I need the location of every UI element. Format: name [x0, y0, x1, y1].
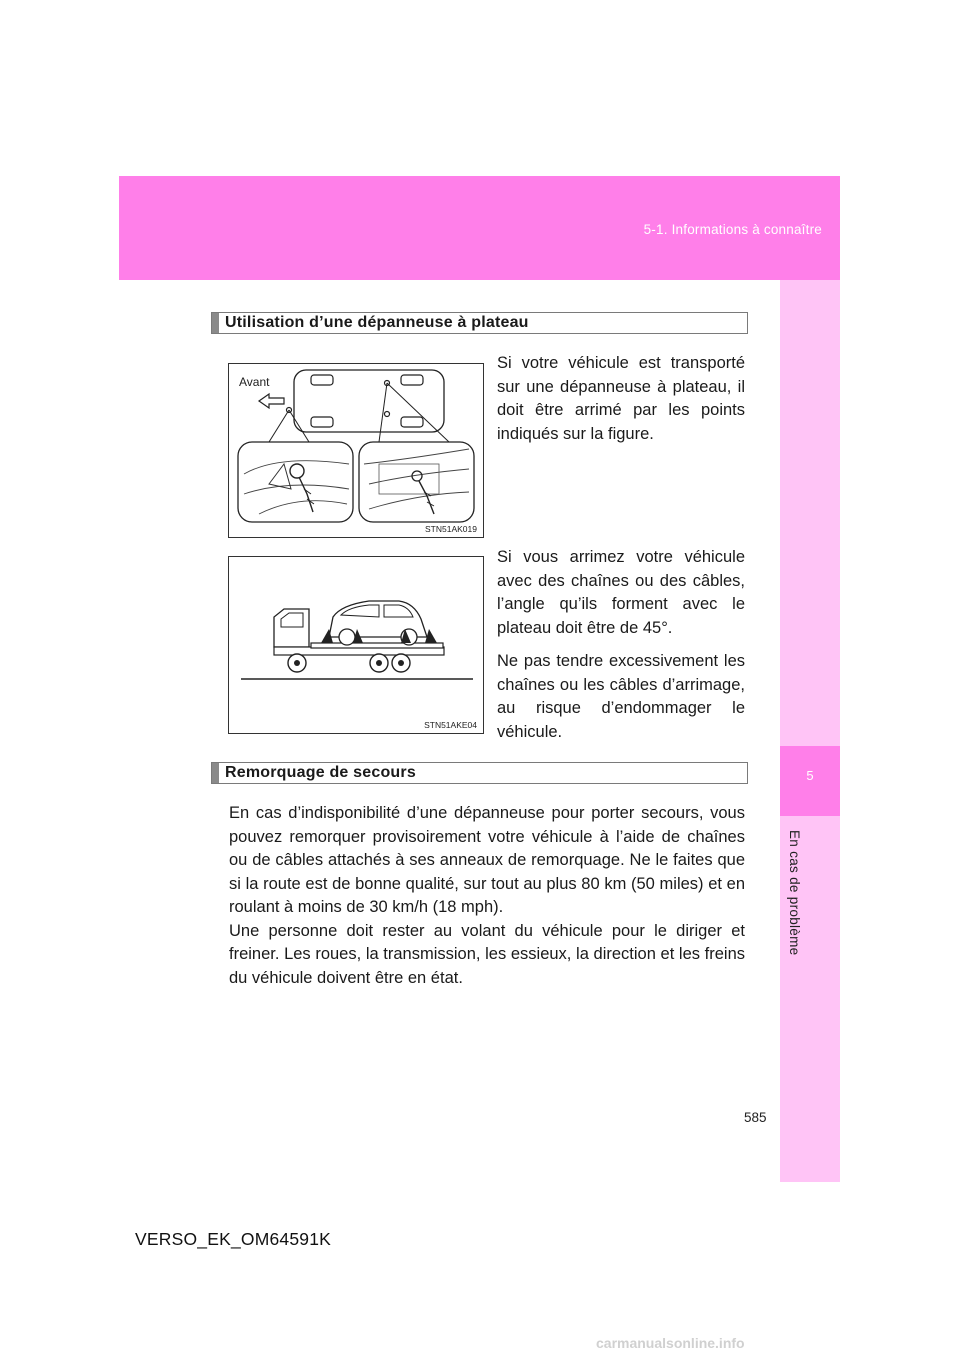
paragraph: Si votre véhicule est transporté sur une dépanneuse à plateau, il doit être arrimé par les points indiqués sur la figure. [497, 354, 745, 443]
paragraph: Ne pas tendre excessivement les chaînes ou les câbles d’arrimage, au risque d’endommager le véhicule. [497, 652, 745, 741]
heading-text: Utilisation d’une dépanneuse à plateau [225, 314, 529, 331]
flatbed-intro-text [497, 352, 745, 456]
page-number: 585 [744, 1110, 767, 1125]
figure-code: STN51AK019 [425, 524, 477, 534]
flatbed-truck-illustration [229, 557, 483, 733]
document-code: VERSO_EK_OM64591K [135, 1229, 332, 1249]
front-label: Avant [239, 375, 270, 389]
heading-marker [212, 763, 219, 783]
heading-text: Remorquage de secours [225, 764, 416, 781]
figure-tiedown-points [228, 363, 484, 538]
chapter-title: En cas de problème [787, 830, 802, 956]
section-title: 5-1. Informations à connaître [643, 222, 822, 237]
emergency-towing-text [229, 802, 745, 990]
figure-flatbed-truck [228, 556, 484, 734]
figure-code: STN51AKE04 [424, 720, 477, 730]
flatbed-chains-text [497, 546, 745, 754]
chapter-number: 5 [806, 768, 814, 783]
paragraph: En cas d’indisponibilité d’une dépanneuse pour porter secours, vous pouvez remorquer provisoirement votre véhicule à l’aide de chaînes ou de câbles attachés à ses anneaux de remorquage. Ne le faites que si la route est de bonne qualité, sur tout au plus 80 km (50 miles) et en roulant à moins de 30 km/h (18 mph). [229, 804, 745, 916]
tiedown-illustration [229, 364, 483, 537]
paragraph: Si vous arrimez votre véhicule avec des chaînes ou des câbles, l’angle qu’ils forment avec le plateau doit être de 45°. [497, 548, 745, 637]
section-heading-flatbed [211, 312, 748, 334]
heading-marker [212, 313, 219, 333]
paragraph: Une personne doit rester au volant du véhicule pour le diriger et freiner. Les roues, la transmission, les essieux, la direction et les freins du véhicule doivent être en état. [229, 921, 745, 987]
watermark: carmanualsonline.info [596, 1335, 745, 1351]
section-heading-emergency-towing [211, 762, 748, 784]
header-band [119, 176, 840, 280]
chapter-side-tab [780, 280, 840, 1182]
